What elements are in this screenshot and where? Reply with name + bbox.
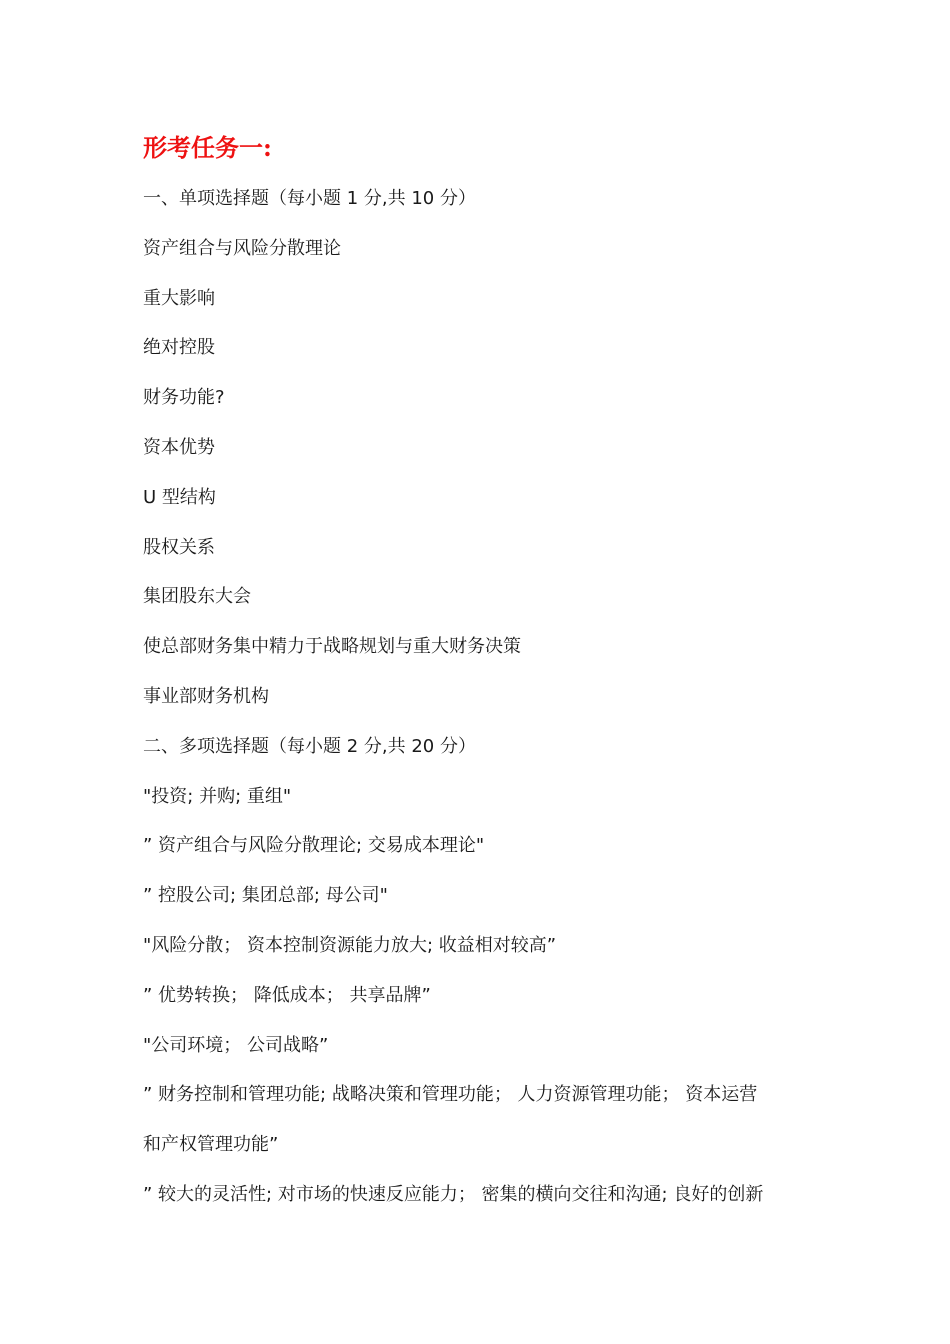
- answer-line: ” 财务控制和管理功能; 战略决策和管理功能； 人力资源管理功能； 资本运营: [143, 1084, 758, 1106]
- section-heading-multiple-choice: 二、多项选择题（每小题 2 分,共 20 分）: [143, 735, 476, 757]
- answer-line-continuation: 和产权管理功能”: [143, 1134, 279, 1156]
- answer-line: ” 较大的灵活性; 对市场的快速反应能力； 密集的横向交往和沟通; 良好的创新: [143, 1183, 764, 1205]
- answer-line: 集团股东大会: [143, 586, 251, 608]
- answer-line: 绝对控股: [143, 337, 215, 359]
- answer-line: "公司环境； 公司战略”: [143, 1034, 329, 1056]
- answer-line: 资产组合与风险分散理论: [143, 237, 341, 259]
- answer-line: 事业部财务机构: [143, 685, 269, 707]
- answer-line: 重大影响: [143, 287, 215, 309]
- section-heading-single-choice: 一、单项选择题（每小题 1 分,共 10 分）: [143, 188, 476, 209]
- answer-line: 财务功能?: [143, 387, 225, 409]
- answer-line: 使总部财务集中精力于战略规划与重大财务决策: [143, 636, 521, 658]
- answer-line: 股权关系: [143, 536, 215, 558]
- answer-line: "风险分散； 资本控制资源能力放大; 收益相对较高”: [143, 934, 557, 956]
- answer-line: 资本优势: [143, 436, 215, 458]
- answer-line: "投资; 并购; 重组": [143, 785, 292, 807]
- answer-line: ” 优势转换； 降低成本； 共享品牌”: [143, 984, 431, 1006]
- answer-line: ” 控股公司; 集团总部; 母公司": [143, 885, 388, 907]
- answer-list: [143, 180, 813, 1226]
- answer-line: U 型结构: [143, 486, 216, 508]
- answer-line: ” 资产组合与风险分散理论; 交易成本理论": [143, 835, 485, 857]
- document-title: 形考任务一:: [143, 133, 272, 162]
